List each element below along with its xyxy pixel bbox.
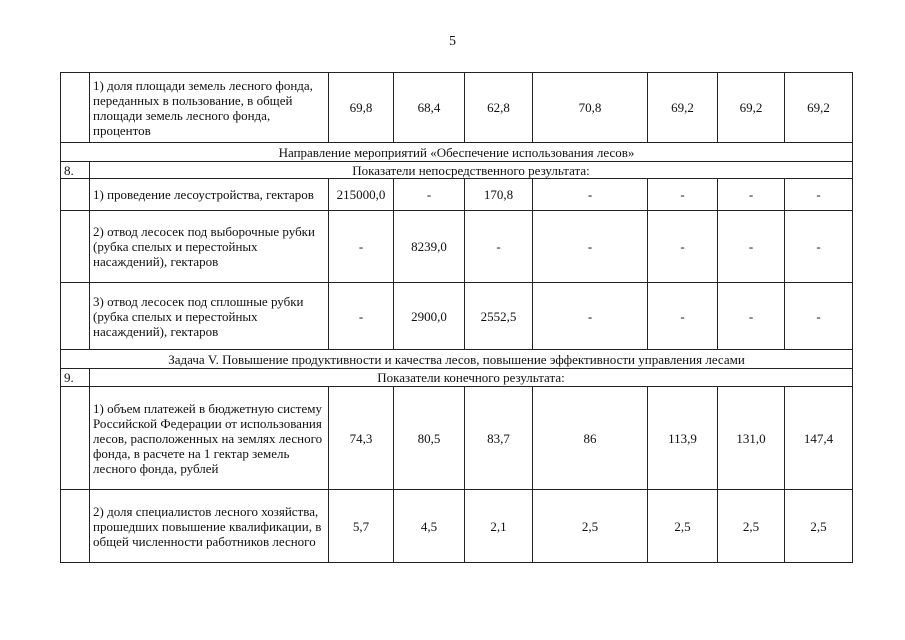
row-number: 9. [61,369,90,387]
value-cell: - [533,179,648,211]
value-cell: 170,8 [465,179,533,211]
value-cell: 215000,0 [329,179,394,211]
value-cell: 2552,5 [465,283,533,350]
value-cell: 69,2 [718,73,785,143]
value-cell: 69,8 [329,73,394,143]
value-cell: 69,2 [648,73,718,143]
indicator-description: 1) доля площади земель лесного фонда, переданных в пользование, в общей площади земель лесного фонда, процентов [90,73,329,143]
value-cell: 70,8 [533,73,648,143]
value-cell: - [533,283,648,350]
value-cell: 4,5 [394,490,465,563]
table-row [61,211,853,283]
section-heading: Направление мероприятий «Обеспечение использования лесов» [61,143,853,162]
value-cell: 2,1 [465,490,533,563]
value-cell: 69,2 [785,73,853,143]
value-cell: - [785,283,853,350]
value-cell: - [329,211,394,283]
page-number: 5 [449,34,456,49]
value-cell: 86 [533,387,648,490]
value-cell: 5,7 [329,490,394,563]
row-number [61,490,90,563]
section-heading: Задача V. Повышение продуктивности и качества лесов, повышение эффективности управления лесами [61,350,853,369]
value-cell: - [785,179,853,211]
value-cell: - [533,211,648,283]
value-cell: 2,5 [785,490,853,563]
value-cell: - [329,283,394,350]
value-cell: - [718,211,785,283]
group-header-row [61,162,853,179]
indicators-table [60,72,853,563]
table-row [61,73,853,143]
value-cell: - [394,179,465,211]
value-cell: 2900,0 [394,283,465,350]
value-cell: - [648,283,718,350]
value-cell: - [718,283,785,350]
group-heading: Показатели непосредственного результата: [90,162,853,179]
value-cell: 2,5 [718,490,785,563]
value-cell: 131,0 [718,387,785,490]
row-number [61,179,90,211]
row-number [61,283,90,350]
row-number [61,73,90,143]
section-row [61,350,853,369]
indicator-description: 2) отвод лесосек под выборочные рубки (рубка спелых и перестойных насаждений), гектаров [90,211,329,283]
table-row [61,283,853,350]
section-row [61,143,853,162]
value-cell: 113,9 [648,387,718,490]
value-cell: 74,3 [329,387,394,490]
value-cell: - [648,179,718,211]
row-number [61,211,90,283]
value-cell: 62,8 [465,73,533,143]
table-row [61,179,853,211]
indicator-description: 3) отвод лесосек под сплошные рубки (рубка спелых и перестойных насаждений), гектаров [90,283,329,350]
indicator-description: 1) объем платежей в бюджетную систему Российской Федерации от использования лесов, расположенных на землях лесного фонда, в расчете на 1 гектар земель лесного фонда, рублей [90,387,329,490]
indicator-description: 1) проведение лесоустройства, гектаров [90,179,329,211]
value-cell: 83,7 [465,387,533,490]
table-row [61,490,853,563]
row-number [61,387,90,490]
value-cell: - [648,211,718,283]
value-cell: 2,5 [533,490,648,563]
value-cell: 8239,0 [394,211,465,283]
value-cell: - [718,179,785,211]
table-row [61,387,853,490]
value-cell: 68,4 [394,73,465,143]
row-number: 8. [61,162,90,179]
value-cell: 2,5 [648,490,718,563]
group-heading: Показатели конечного результата: [90,369,853,387]
group-header-row [61,369,853,387]
value-cell: - [465,211,533,283]
indicator-description: 2) доля специалистов лесного хозяйства, прошедших повышение квалификации, в общей численности работников лесного [90,490,329,563]
value-cell: 80,5 [394,387,465,490]
value-cell: 147,4 [785,387,853,490]
value-cell: - [785,211,853,283]
